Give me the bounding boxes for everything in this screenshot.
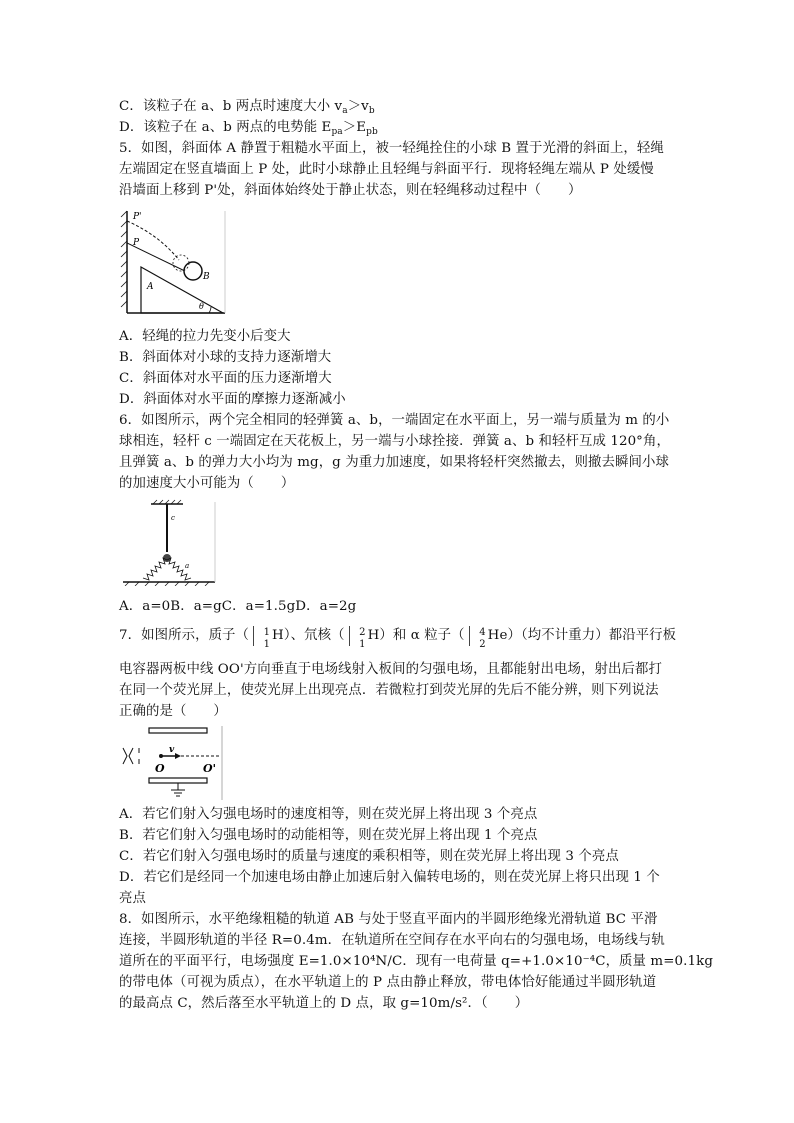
q5-text-2: 左端固定在竖直墙面上 P 处，此时小球静止且轻绳与斜面平行．现将轻绳左端从 P 处缓慢 — [119, 162, 654, 177]
nuclide-proton: 1 1 — [253, 626, 272, 646]
q5-text-3: 沿墙面上移到 P'处，斜面体始终处于静止状态，则在轻绳移动过程中（ ） — [119, 183, 582, 198]
q8-text-2: 连接，半圆形轨道的半径 R=0.4m．在轨道所在空间存在水平向右的匀强电场，电场线与轨 — [119, 933, 665, 948]
q7-text-4: 正确的是（ ） — [119, 704, 227, 719]
nuclide-deuteron: 2 1 — [349, 626, 368, 646]
q4-option-c: C．该粒子在 a、b 两点时速度大小 $v_a>v_b$ — [119, 99, 375, 116]
label-c: c — [171, 514, 175, 522]
q8-text-4: 的带电体（可视为质点），在水平轨道上的 P 点由静止释放，带电体恰好能通过半圆形轨道 — [119, 975, 657, 990]
q7-option-d-1: D．若它们是经同一个加速电场由静止加速后射入偏转电场的，则在荧光屏上将只出现 1 个 — [119, 870, 660, 885]
label-a: a — [185, 562, 190, 570]
q7-option-d-2: 亮点 — [119, 891, 146, 906]
label-v: v — [169, 745, 175, 755]
label-p-prime: P' — [133, 212, 142, 222]
label-a: A — [147, 282, 154, 292]
q7-option-b: B．若它们射入匀强电场时的动能相等，则在荧光屏上将出现 1 个亮点 — [119, 828, 538, 843]
q7-option-a: A．若它们射入匀强电场时的速度相等，则在荧光屏上将出现 3 个亮点 — [119, 807, 538, 822]
figure-q5-incline — [119, 205, 231, 317]
figure-q7-capacitor — [119, 726, 225, 800]
q6-text-1: 6．如图所示，两个完全相同的轻弹簧 a、b，一端固定在水平面上，另一端与质量为 m 的小 — [119, 413, 670, 428]
q5-option-b: B．斜面体对小球的支持力逐渐增大 — [119, 350, 332, 365]
q7-text-1: 7．如图所示，质子（ 1 1 H）、氘核（ 2 1 H）和 α 粒子（ 4 2 He）（均不计重力）都沿平行板 — [119, 627, 677, 650]
q7-option-c: C．若它们射入匀强电场时的质量与速度的乘积相等，则在荧光屏上将出现 3 个亮点 — [119, 849, 619, 864]
q5-option-d: D．斜面体对水平面的摩擦力逐渐减小 — [119, 392, 346, 407]
label-theta: θ — [199, 302, 204, 311]
q6-text-3: 且弹簧 a、b 的弹力大小均为 mg，g 为重力加速度，如果将轻杆突然撤去，则撤去瞬间小球 — [119, 455, 669, 470]
label-p: P — [133, 238, 140, 248]
q7-text-2: 电容器两板中线 OO'方向垂直于电场线射入板间的匀强电场，且都能射出电场，射出后都打 — [119, 662, 662, 677]
q8-text-5: 的最高点 C，然后落至水平轨道上的 D 点，取 g=10m/s²．（ ） — [119, 996, 529, 1011]
label-b: B — [203, 272, 210, 282]
q8-text-1: 8．如图所示，水平绝缘粗糙的轨道 AB 与处于竖直平面内的半圆形绝缘光滑轨道 BC 平滑 — [119, 912, 658, 927]
q5-text-1: 5．如图，斜面体 A 静置于粗糙水平面上，被一轻绳拴住的小球 B 置于光滑的斜面上，轻绳 — [119, 141, 664, 156]
q6-text-4: 的加速度大小可能为（ ） — [119, 476, 295, 491]
q8-text-3: 道所在的平面平行，电场强度 E=1.0×10⁴N/C．现有一电荷量 q=+1.0×10⁻⁴C，质量 m=0.1kg — [119, 954, 713, 969]
label-o: O — [155, 762, 165, 775]
label-o-prime: O' — [203, 762, 216, 775]
q6-options: A．a=0B．a=gC．a=1.5gD．a=2g — [119, 599, 357, 614]
q4-option-d: D．该粒子在 a、b 两点的电势能 $E_{pa}>E_{pb}$ — [119, 120, 378, 137]
figure-q6-springs — [119, 498, 219, 586]
nuclide-alpha: 4 2 — [469, 626, 488, 646]
q7-text-3: 在同一个荧光屏上，使荧光屏上出现亮点．若微粒打到荧光屏的先后不能分辨，则下列说法 — [119, 683, 659, 698]
q5-option-a: A．轻绳的拉力先变小后变大 — [119, 329, 291, 344]
q6-text-2: 球相连，轻杆 c 一端固定在天花板上，另一端与小球拴接．弹簧 a、b 和轻杆互成 120°角， — [119, 434, 670, 449]
q5-option-c: C．斜面体对水平面的压力逐渐增大 — [119, 371, 332, 386]
